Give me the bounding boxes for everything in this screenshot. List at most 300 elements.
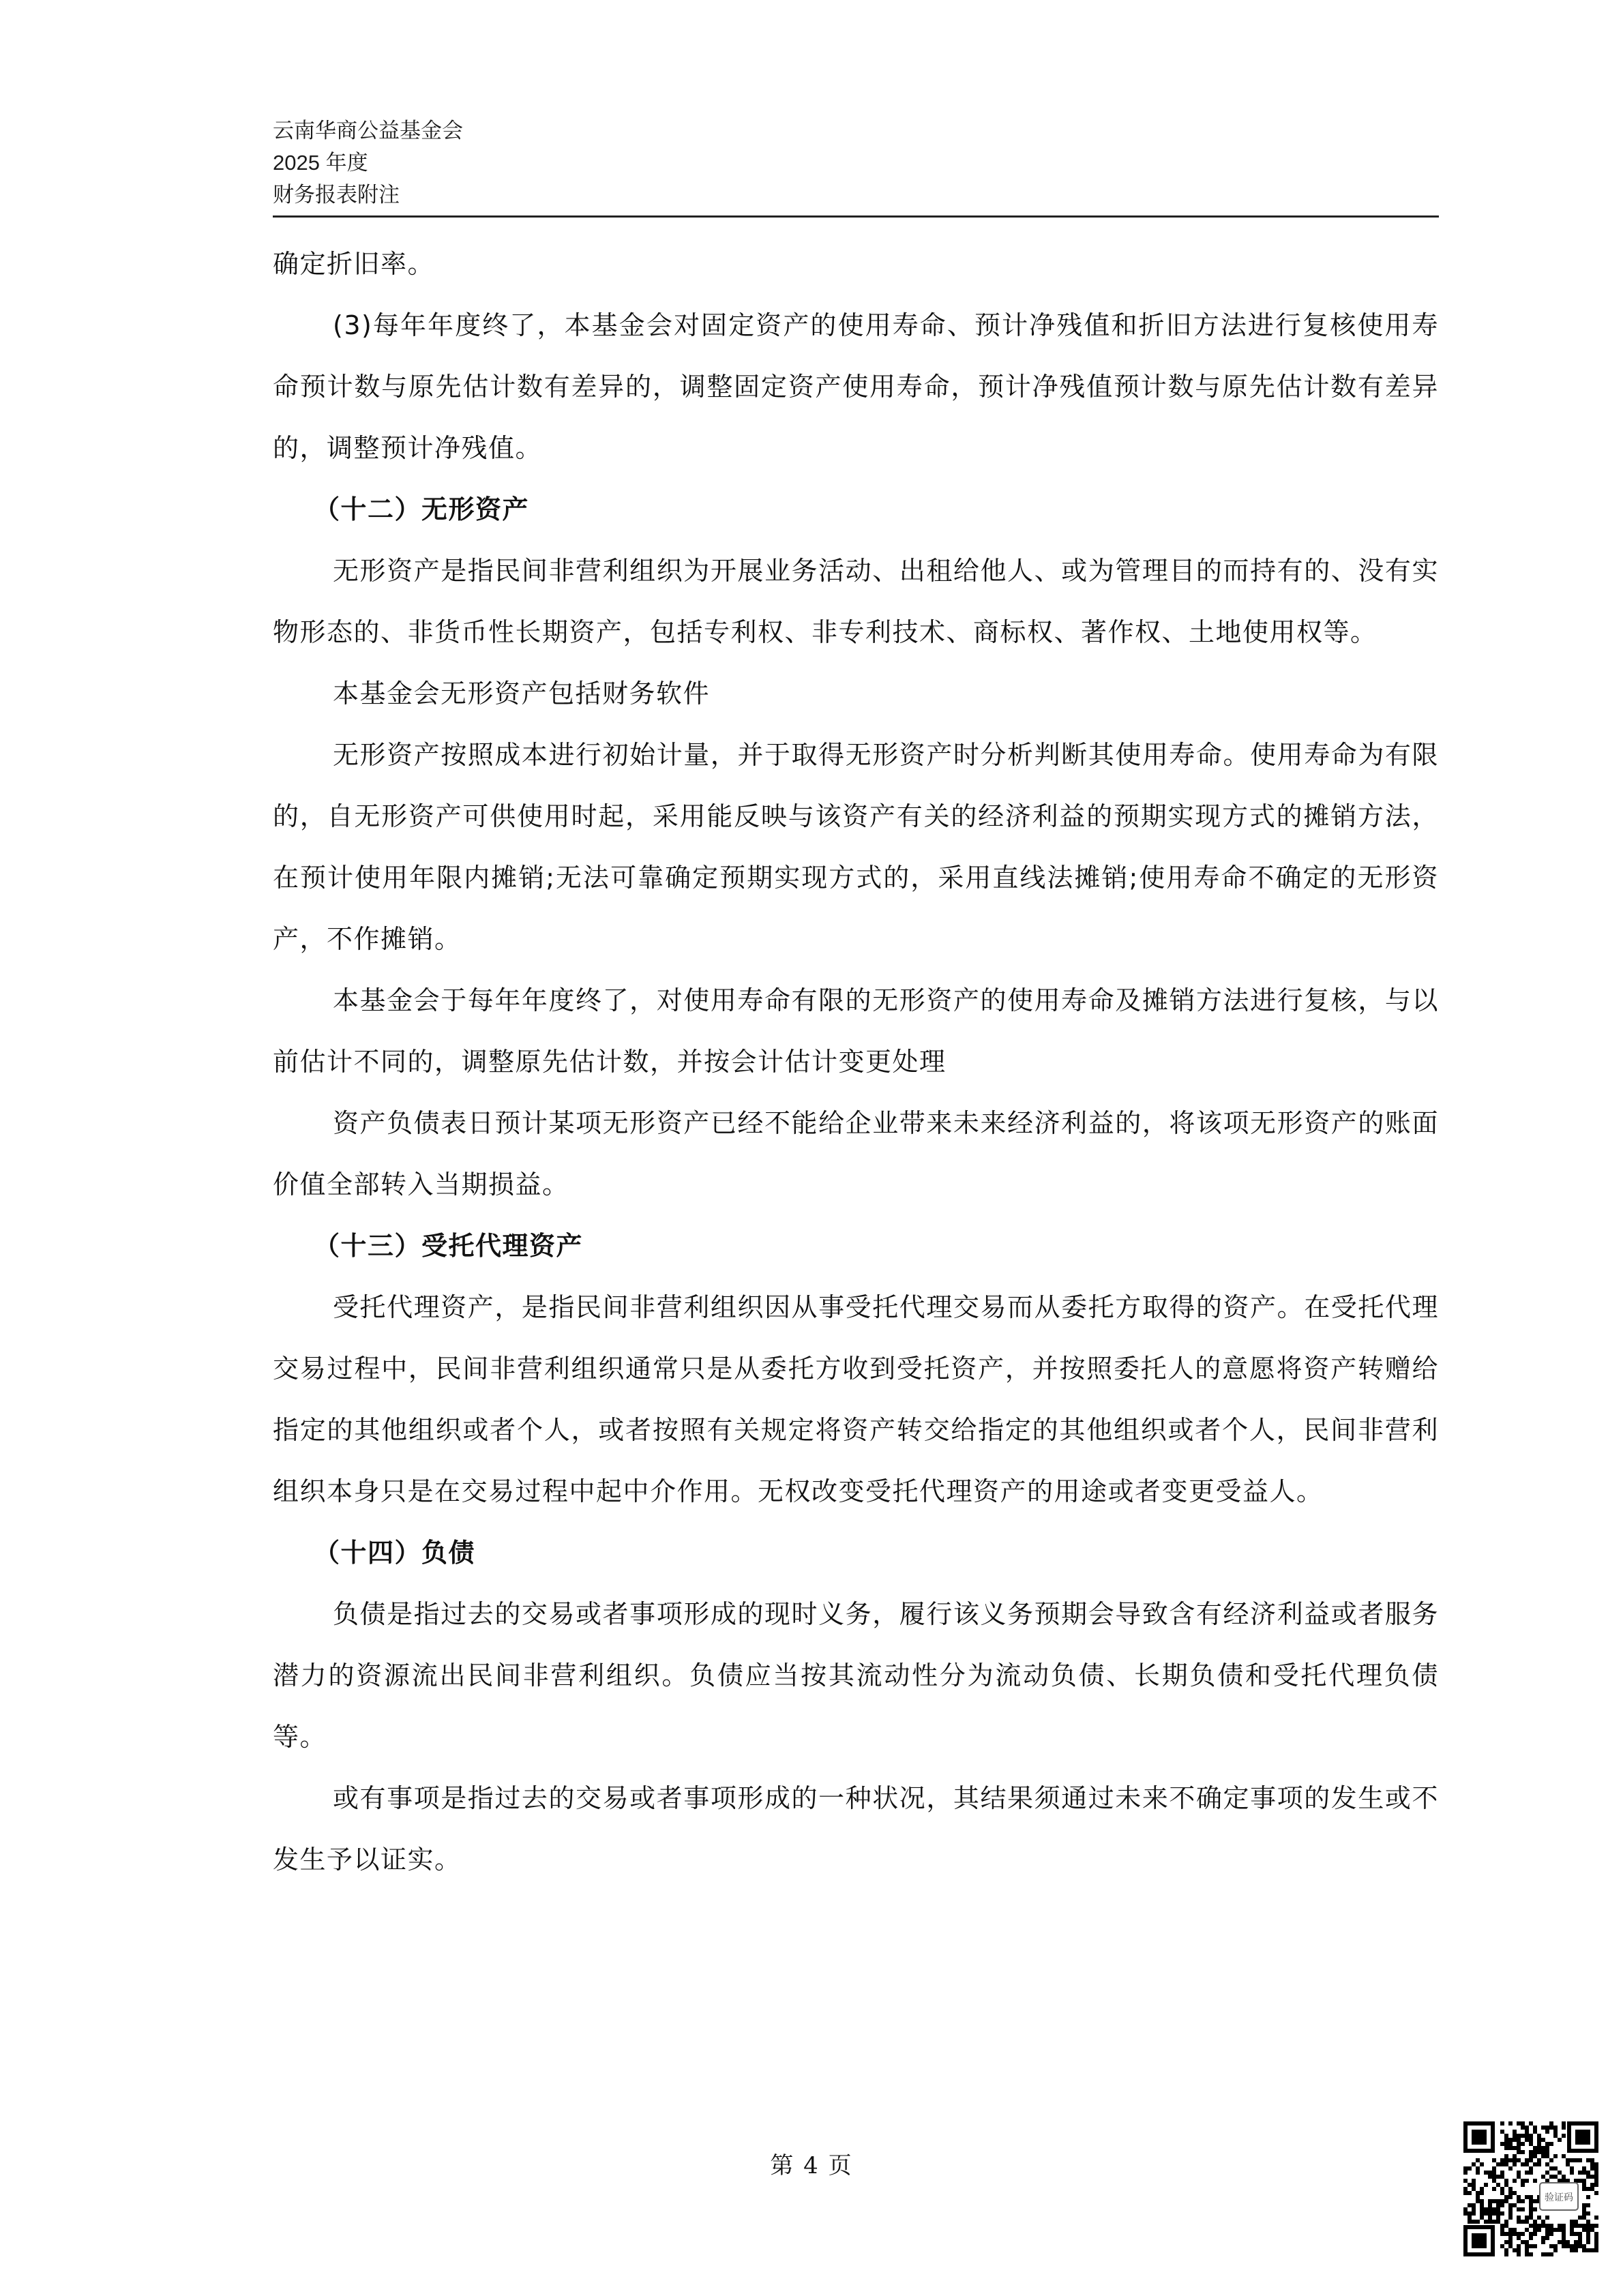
qr-module [1586, 2175, 1590, 2179]
qr-module [1582, 2203, 1586, 2207]
qr-module [1508, 2236, 1513, 2240]
qr-module [1562, 2236, 1566, 2240]
qr-module [1570, 2248, 1574, 2252]
qr-module [1492, 2207, 1496, 2211]
qr-module [1508, 2191, 1513, 2195]
qr-module [1558, 2224, 1562, 2228]
qr-module [1578, 2240, 1582, 2244]
paragraph-fixed-asset-review: (3)每年年度终了，本基金会对固定资产的使用寿命、预计净残值和折旧方法进行复核使用寿命预计数与原先估计数有差异的，调整固定资产使用寿命，预计净残值预计数与原先估计数有差异的，调整预计净残值。 [273, 310, 1439, 463]
qr-module [1521, 2207, 1525, 2211]
qr-module [1578, 2216, 1582, 2220]
qr-module [1594, 2236, 1598, 2240]
qr-module [1504, 2162, 1508, 2166]
paragraph-intangible-measurement: 无形资产按照成本进行初始计量，并于取得无形资产时分析判断其使用寿命。使用寿命为有限的，自无形资产可供使用时起，采用能反映与该资产有关的经济利益的预期实现方式的摊销方法，在预计使用年限内摊销;无法可靠确定预期实现方式的，采用直线法摊销;使用寿命不确定的无形资产，不作摊销。 [273, 740, 1439, 954]
qr-module [1492, 2171, 1496, 2175]
qr-module [1508, 2244, 1513, 2248]
qr-module [1562, 2240, 1566, 2244]
qr-module [1537, 2162, 1541, 2166]
qr-module [1529, 2154, 1533, 2158]
qr-module [1582, 2216, 1586, 2220]
qr-module [1541, 2240, 1545, 2244]
qr-module [1545, 2142, 1549, 2146]
qr-module [1500, 2171, 1504, 2175]
qr-module [1480, 2211, 1484, 2216]
header-divider [273, 215, 1439, 218]
qr-module [1533, 2162, 1537, 2166]
qr-module [1541, 2236, 1545, 2240]
qr-module [1508, 2240, 1513, 2244]
qr-module [1562, 2134, 1566, 2138]
qr-module [1549, 2244, 1553, 2248]
qr-module [1480, 2187, 1484, 2191]
qr-module [1594, 2175, 1598, 2179]
qr-module [1594, 2166, 1598, 2171]
qr-module [1504, 2240, 1508, 2244]
qr-module [1537, 2134, 1541, 2138]
qr-module [1513, 2134, 1517, 2138]
qr-module [1570, 2158, 1574, 2162]
qr-module [1500, 2224, 1504, 2228]
qr-module [1541, 2252, 1545, 2256]
qr-module [1492, 2158, 1496, 2162]
qr-module [1570, 2220, 1574, 2224]
qr-module [1521, 2121, 1525, 2126]
qr-module [1562, 2224, 1566, 2228]
qr-module [1463, 2171, 1468, 2175]
qr-module [1578, 2224, 1582, 2228]
qr-module [1492, 2175, 1496, 2179]
qr-module [1513, 2138, 1517, 2142]
qr-module [1549, 2126, 1553, 2130]
qr-module [1562, 2121, 1566, 2126]
qr-module [1472, 2211, 1476, 2216]
qr-module [1586, 2248, 1590, 2252]
qr-module [1549, 2142, 1553, 2146]
qr-module [1508, 2232, 1513, 2236]
paragraph-intangible-definition: 无形资产是指民间非营利组织为开展业务活动、出租给他人、或为管理目的而持有的、没有实物形态的、非货币性长期资产，包括专利权、非专利技术、商标权、著作权、土地使用权等。 [273, 556, 1439, 647]
qr-module [1549, 2121, 1553, 2126]
qr-module [1504, 2146, 1508, 2150]
qr-module [1484, 2183, 1488, 2187]
qr-module [1582, 2248, 1586, 2252]
qr-module [1517, 2207, 1521, 2211]
qr-module [1513, 2146, 1517, 2150]
qr-module [1545, 2150, 1549, 2154]
qr-module [1549, 2228, 1553, 2232]
qr-module [1496, 2211, 1500, 2216]
qr-module [1500, 2244, 1504, 2248]
qr-module [1496, 2216, 1500, 2220]
qr-module [1553, 2154, 1558, 2158]
qr-module [1586, 2211, 1590, 2216]
qr-module [1586, 2158, 1590, 2162]
qr-module [1594, 2183, 1598, 2187]
qr-module [1558, 2138, 1562, 2142]
qr-module [1513, 2191, 1517, 2195]
qr-module [1504, 2232, 1508, 2236]
qr-module [1476, 2199, 1480, 2203]
qr-module [1517, 2220, 1521, 2224]
qr-module [1582, 2166, 1586, 2171]
qr-module [1517, 2138, 1521, 2142]
qr-module [1570, 2171, 1574, 2175]
qr-watermark-text: 验证码 [1545, 2192, 1573, 2203]
qr-module [1545, 2130, 1549, 2134]
qr-module [1570, 2244, 1574, 2248]
qr-module [1500, 2211, 1504, 2216]
qr-module [1488, 2207, 1492, 2211]
qr-module [1549, 2175, 1553, 2179]
qr-module [1468, 2191, 1472, 2195]
qr-module [1586, 2195, 1590, 2199]
qr-module [1504, 2158, 1508, 2162]
qr-module [1594, 2224, 1598, 2228]
qr-module [1594, 2179, 1598, 2183]
qr-module [1525, 2252, 1529, 2256]
qr-module [1529, 2121, 1533, 2126]
qr-module [1533, 2224, 1537, 2228]
qr-module [1582, 2244, 1586, 2248]
qr-module [1541, 2175, 1545, 2179]
qr-module [1500, 2232, 1504, 2236]
qr-module [1566, 2158, 1570, 2162]
paragraph-intangible-review: 本基金会于每年年度终了，对使用寿命有限的无形资产的使用寿命及摊销方法进行复核，与以前估计不同的，调整原先估计数，并按会计估计变更处理 [273, 985, 1439, 1077]
qr-module [1586, 2240, 1590, 2244]
qr-module [1570, 2228, 1574, 2232]
qr-module [1517, 2248, 1521, 2252]
qr-module [1545, 2252, 1549, 2256]
qr-module [1541, 2138, 1545, 2142]
qr-module [1594, 2171, 1598, 2175]
qr-module [1537, 2150, 1541, 2154]
qr-module [1484, 2171, 1488, 2175]
qr-module [1562, 2126, 1566, 2130]
qr-module [1496, 2175, 1500, 2179]
qr-module [1529, 2195, 1533, 2199]
qr-module [1533, 2199, 1537, 2203]
qr-module [1566, 2244, 1570, 2248]
qr-module [1537, 2228, 1541, 2232]
qr-module [1525, 2134, 1529, 2138]
qr-module [1529, 2138, 1533, 2142]
qr-module [1488, 2211, 1492, 2216]
paragraph-continuation: 确定折旧率。 [273, 249, 435, 279]
qr-module [1508, 2146, 1513, 2150]
qr-module [1504, 2195, 1508, 2199]
qr-module [1562, 2154, 1566, 2158]
qr-module [1545, 2224, 1549, 2228]
qr-module [1594, 2216, 1598, 2220]
qr-module [1525, 2179, 1529, 2183]
qr-module [1484, 2211, 1488, 2216]
qr-module [1468, 2211, 1472, 2216]
qr-module [1533, 2126, 1537, 2130]
header-organization: 云南华商公益基金会 [273, 119, 463, 143]
qr-module [1537, 2158, 1541, 2162]
qr-module [1590, 2162, 1594, 2166]
qr-module [1549, 2166, 1553, 2171]
qr-module [1529, 2158, 1533, 2162]
qr-module [1590, 2224, 1594, 2228]
page-number: 第 4 页 [770, 2152, 853, 2179]
qr-module [1480, 2199, 1484, 2203]
qr-module [1578, 2244, 1582, 2248]
qr-module [1533, 2150, 1537, 2154]
qr-module [1521, 2179, 1525, 2183]
qr-module [1578, 2179, 1582, 2183]
paragraph-contingencies: 或有事项是指过去的交易或者事项形成的一种状况，其结果须通过未来不确定事项的发生或不发生予以证实。 [273, 1783, 1439, 1875]
qr-module [1570, 2224, 1574, 2228]
qr-module [1468, 2220, 1472, 2224]
qr-module [1553, 2134, 1558, 2138]
qr-module [1545, 2162, 1549, 2166]
qr-module [1513, 2248, 1517, 2252]
qr-module [1500, 2162, 1504, 2166]
paragraph-liabilities-definition: 负债是指过去的交易或者事项形成的现时义务，履行该义务预期会导致含有经济利益或者服务潜力的资源流出民间非营利组织。负债应当按其流动性分为流动负债、长期负债和受托代理负债等。 [273, 1599, 1439, 1752]
qr-module [1594, 2232, 1598, 2236]
qr-module [1513, 2162, 1517, 2166]
qr-module [1500, 2142, 1504, 2146]
qr-module [1574, 2248, 1578, 2252]
qr-module [1525, 2130, 1529, 2134]
qr-module [1508, 2211, 1513, 2216]
qr-module [1513, 2179, 1517, 2183]
qr-module [1496, 2162, 1500, 2166]
qr-module [1480, 2162, 1484, 2166]
qr-module [1537, 2216, 1541, 2220]
qr-module [1582, 2183, 1586, 2187]
qr-module [1500, 2130, 1504, 2134]
qr-module [1533, 2207, 1537, 2211]
header-document-title: 财务报表附注 [273, 183, 400, 207]
qr-module [1582, 2171, 1586, 2175]
qr-module [1517, 2142, 1521, 2146]
qr-module [1562, 2232, 1566, 2236]
qr-module [1488, 2199, 1492, 2203]
qr-module [1500, 2191, 1504, 2195]
qr-module [1525, 2216, 1529, 2220]
qr-module [1492, 2220, 1496, 2224]
qr-module [1480, 2207, 1484, 2211]
qr-module [1558, 2240, 1562, 2244]
qr-module [1525, 2126, 1529, 2130]
qr-module [1586, 2171, 1590, 2175]
qr-module [1508, 2158, 1513, 2162]
qr-module [1504, 2248, 1508, 2252]
qr-module [1545, 2126, 1549, 2130]
qr-module [1517, 2216, 1521, 2220]
qr-module [1521, 2162, 1525, 2166]
qr-module [1472, 2187, 1476, 2191]
qr-module [1533, 2179, 1537, 2183]
qr-module [1476, 2220, 1480, 2224]
qr-module [1488, 2203, 1492, 2207]
qr-module [1513, 2130, 1517, 2134]
qr-module [1500, 2187, 1504, 2191]
qr-module [1545, 2216, 1549, 2220]
qr-module [1500, 2203, 1504, 2207]
qr-module [1508, 2138, 1513, 2142]
qr-module [1586, 2187, 1590, 2191]
qr-module [1504, 2134, 1508, 2138]
qr-module [1541, 2126, 1545, 2130]
qr-module [1525, 2171, 1529, 2175]
qr-module [1504, 2154, 1508, 2158]
qr-module [1463, 2179, 1468, 2183]
qr-module [1586, 2220, 1590, 2224]
qr-module [1582, 2187, 1586, 2191]
qr-module [1533, 2146, 1537, 2150]
qr-module [1500, 2121, 1504, 2126]
qr-module [1590, 2248, 1594, 2252]
qr-module [1517, 2150, 1521, 2154]
qr-code-icon [1459, 2117, 1603, 2261]
qr-module [1504, 2138, 1508, 2142]
qr-module [1525, 2248, 1529, 2252]
qr-module [1529, 2166, 1533, 2171]
qr-module [1574, 2232, 1578, 2236]
qr-module [1525, 2138, 1529, 2142]
qr-module [1476, 2195, 1480, 2199]
qr-module [1574, 2220, 1578, 2224]
qr-module [1496, 2183, 1500, 2187]
qr-module [1468, 2166, 1472, 2171]
qr-module [1517, 2236, 1521, 2240]
qr-module [1472, 2203, 1476, 2207]
qr-module [1525, 2228, 1529, 2232]
qr-module [1468, 2183, 1472, 2187]
qr-module [1463, 2187, 1468, 2191]
qr-module [1590, 2166, 1594, 2171]
qr-module [1529, 2232, 1533, 2236]
qr-module [1545, 2232, 1549, 2236]
qr-module [1578, 2158, 1582, 2162]
qr-module [1492, 2187, 1496, 2191]
qr-module [1541, 2220, 1545, 2224]
qr-module [1594, 2162, 1598, 2166]
qr-module [1553, 2130, 1558, 2134]
qr-module [1488, 2175, 1492, 2179]
qr-module [1541, 2150, 1545, 2154]
qr-module [1586, 2232, 1590, 2236]
qr-module [1508, 2142, 1513, 2146]
qr-module [1549, 2224, 1553, 2228]
qr-module [1586, 2203, 1590, 2207]
qr-module [1553, 2228, 1558, 2232]
qr-module [1492, 2179, 1496, 2183]
qr-module [1521, 2134, 1525, 2138]
paragraph-intangible-writeoff: 资产负债表日预计某项无形资产已经不能给企业带来未来经济利益的，将该项无形资产的账面价值全部转入当期损益。 [273, 1108, 1439, 1199]
qr-module [1517, 2175, 1521, 2179]
qr-module [1590, 2228, 1594, 2232]
qr-module [1513, 2228, 1517, 2232]
qr-module [1545, 2228, 1549, 2232]
qr-module [1533, 2130, 1537, 2134]
qr-module [1594, 2248, 1598, 2252]
qr-module [1590, 2158, 1594, 2162]
qr-module [1529, 2216, 1533, 2220]
qr-module [1574, 2224, 1578, 2228]
qr-module [1578, 2236, 1582, 2240]
qr-module [1517, 2121, 1521, 2126]
qr-module [1463, 2211, 1468, 2216]
qr-module [1476, 2158, 1480, 2162]
qr-module [1500, 2158, 1504, 2162]
qr-module [1545, 2154, 1549, 2158]
qr-module [1476, 2166, 1480, 2171]
qr-module [1521, 2240, 1525, 2244]
qr-module [1476, 2171, 1480, 2175]
qr-module [1508, 2216, 1513, 2220]
qr-module [1517, 2171, 1521, 2175]
qr-module [1545, 2171, 1549, 2175]
qr-module [1562, 2244, 1566, 2248]
qr-module [1537, 2142, 1541, 2146]
qr-module [1533, 2244, 1537, 2248]
qr-module [1529, 2244, 1533, 2248]
qr-module [1517, 2252, 1521, 2256]
qr-module [1549, 2232, 1553, 2236]
qr-module [1508, 2203, 1513, 2207]
qr-module [1574, 2158, 1578, 2162]
qr-module [1463, 2207, 1468, 2211]
qr-module [1513, 2158, 1517, 2162]
qr-module [1521, 2199, 1525, 2203]
qr-module [1574, 2244, 1578, 2248]
qr-module [1578, 2232, 1582, 2236]
qr-module [1463, 2166, 1468, 2171]
section-heading-entrusted-assets: （十三）受托代理资产 [314, 1231, 584, 1261]
qr-module [1476, 2191, 1480, 2195]
qr-module [1553, 2244, 1558, 2248]
qr-module [1525, 2220, 1529, 2224]
qr-module [1578, 2171, 1582, 2175]
qr-module [1541, 2224, 1545, 2228]
qr-module [1529, 2142, 1533, 2146]
qr-module [1517, 2146, 1521, 2150]
qr-module [1590, 2183, 1594, 2187]
qr-module [1488, 2171, 1492, 2175]
qr-module [1529, 2211, 1533, 2216]
qr-module [1517, 2199, 1521, 2203]
qr-module [1517, 2158, 1521, 2162]
qr-module [1582, 2207, 1586, 2211]
qr-module [1570, 2166, 1574, 2171]
document-header [273, 115, 1439, 211]
qr-module [1521, 2220, 1525, 2224]
qr-module [1537, 2146, 1541, 2150]
qr-module [1504, 2179, 1508, 2183]
qr-module [1553, 2248, 1558, 2252]
qr-module [1553, 2126, 1558, 2130]
qr-module [1541, 2146, 1545, 2150]
qr-module [1582, 2179, 1586, 2183]
qr-module [1533, 2232, 1537, 2236]
qr-module [1504, 2224, 1508, 2228]
qr-module [1488, 2216, 1492, 2220]
qr-module [1508, 2187, 1513, 2191]
qr-module [1549, 2252, 1553, 2256]
qr-module [1525, 2162, 1529, 2166]
document-body [273, 233, 1439, 1890]
qr-module [1590, 2175, 1594, 2179]
qr-module [1480, 2203, 1484, 2207]
qr-module [1574, 2240, 1578, 2244]
qr-module [1508, 2166, 1513, 2171]
qr-module [1504, 2220, 1508, 2224]
qr-module [1508, 2195, 1513, 2199]
qr-module [1472, 2207, 1476, 2211]
